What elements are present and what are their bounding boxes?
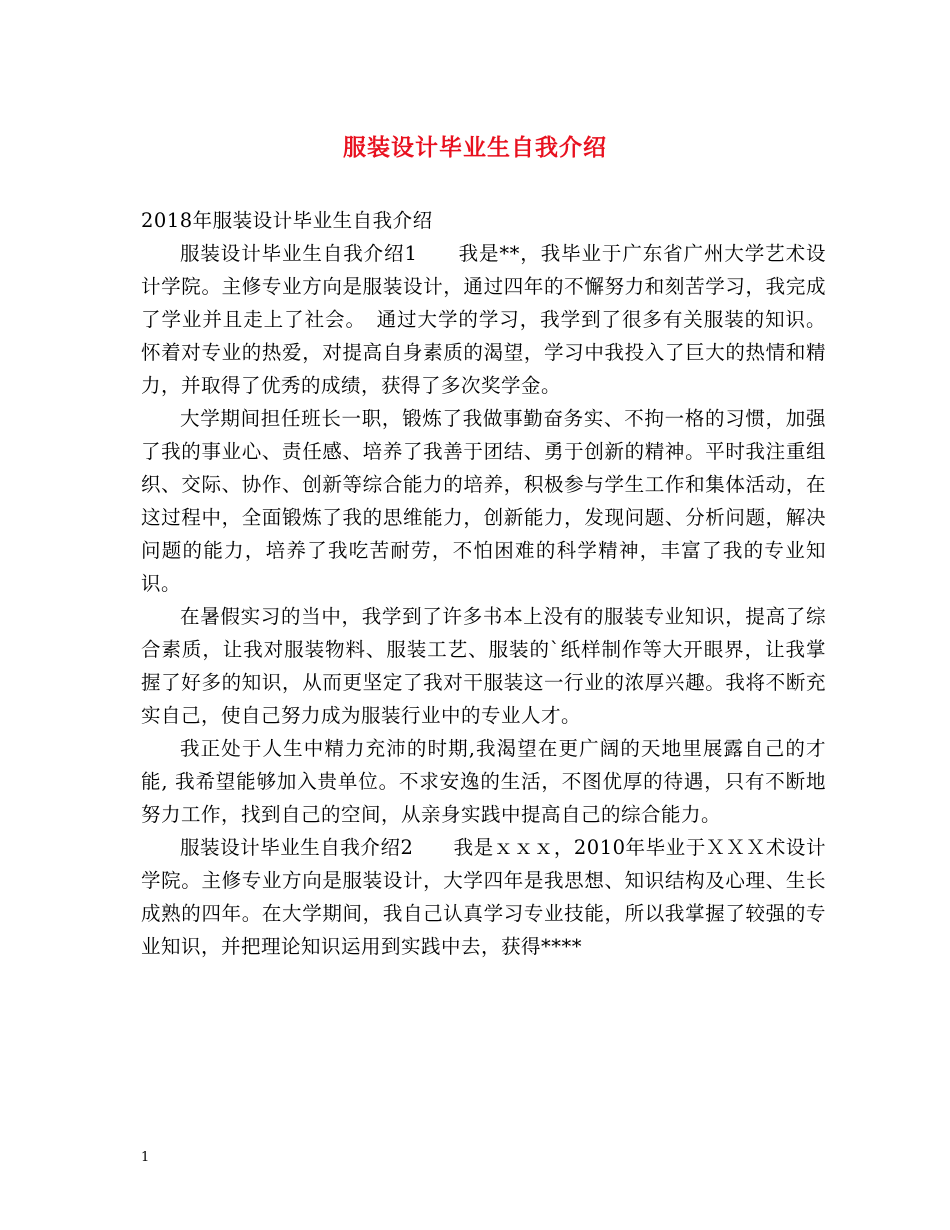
- page-number: 1: [141, 1150, 150, 1165]
- document-subtitle: 2018年服装设计毕业生自我介绍: [141, 209, 433, 232]
- paragraph-3: 在暑假实习的当中，我学到了许多书本上没有的服装专业知识，提高了综合素质，让我对服装物料、服装工艺、服装的`纸样制作等大开眼界，让我掌握了好多的知识，从而更坚定了我对干服装这一行业的浓厚兴趣。我将不断充实自己，使自己努力成为服装行业中的专业人才。: [141, 605, 826, 727]
- paragraph-1: 服装设计毕业生自我介绍1 我是**，我毕业于广东省广州大学艺术设计学院。主修专业方向是服装设计，通过四年的不懈努力和刻苦学习，我完成了学业并且走上了社会。 通过大学的学习，我学到了很多有关服装的知识。怀着对专业的热爱，对提高自身素质的渴望，学习中我投入了巨大的热情和精力，并取得了优秀的成绩，获得了多次奖学金。: [141, 242, 826, 397]
- paragraph-2: 大学期间担任班长一职，锻炼了我做事勤奋务实、不拘一格的习惯，加强了我的事业心、责任感、培养了我善于团结、勇于创新的精神。平时我注重组织、交际、协作、创新等综合能力的培养，积极参与学生工作和集体活动，在这过程中，全面锻炼了我的思维能力，创新能力，发现问题、分析问题，解决问题的能力，培养了我吃苦耐劳，不怕困难的科学精神，丰富了我的专业知识。: [141, 407, 826, 595]
- document-title: 服装设计毕业生自我介绍: [343, 134, 607, 161]
- paragraph-4: 我正处于人生中精力充沛的时期,我渴望在更广阔的天地里展露自己的才能, 我希望能够加入贵单位。不求安逸的生活，不图优厚的待遇，只有不断地努力工作，找到自己的空间，从亲身实践中提高自己的综合能力。: [141, 737, 826, 826]
- document-body: [141, 204, 826, 963]
- paragraph-5: 服装设计毕业生自我介绍2 我是ｘｘｘ，2010年毕业于ＸＸＸ术设计学院。主修专业方向是服装设计，大学四年是我思想、知识结构及心理、生长成熟的四年。在大学期间，我自己认真学习专业技能，所以我掌握了较强的专业知识，并把理论知识运用到实践中去，获得****: [141, 836, 826, 958]
